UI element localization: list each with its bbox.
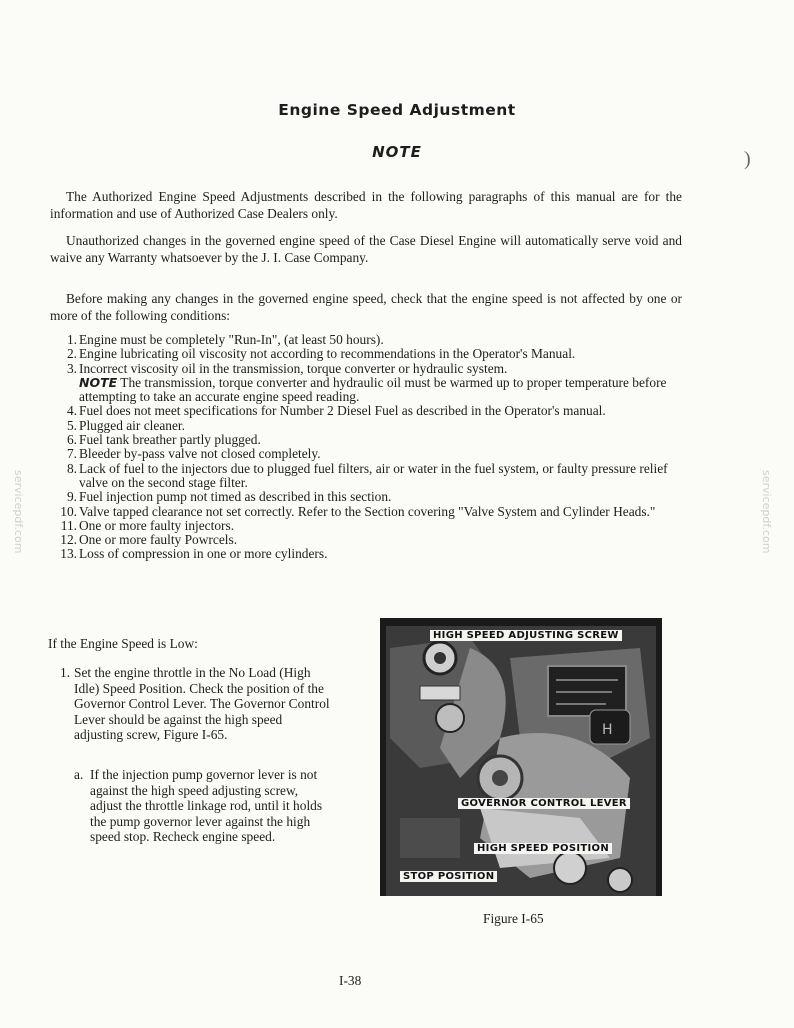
intro-paragraph-authorized: The Authorized Engine Speed Adjustments described in the following paragraphs of this manual are for the information and use of Authorized Case Dealers only. [50, 189, 682, 221]
list-item [50, 462, 682, 491]
callout-governor-control-lever: GOVERNOR CONTROL LEVER [458, 798, 630, 809]
list-item-text: Valve tapped clearance not set correctly. Refer to the Section covering "Valve System and Cylinder Heads." [79, 503, 656, 519]
list-item [50, 362, 682, 405]
list-item-text: Loss of compression in one or more cylinders. [79, 546, 328, 562]
callout-high-speed-adjusting-screw: HIGH SPEED ADJUSTING SCREW [430, 630, 622, 641]
list-item-number: 7. [66, 446, 77, 462]
step-a-letter: a. [74, 767, 84, 782]
list-item [50, 347, 682, 361]
list-item-text: One or more faulty Powrcels. [79, 532, 238, 548]
intro-paragraph-unauthorized: Unauthorized changes in the governed engine speed of the Case Diesel Engine will automatically serve void and waive any Warranty whatsoever by the J. I. Case Company. [50, 233, 682, 265]
figure-governor-photo [380, 618, 662, 908]
list-item-number: 3. [66, 360, 77, 376]
list-item-number: 9. [66, 489, 77, 505]
list-item [50, 404, 682, 418]
margin-bracket: ) [744, 148, 751, 170]
step-1-number: 1. [60, 665, 71, 680]
list-item [50, 447, 682, 461]
note-heading: NOTE [372, 143, 422, 161]
figure-caption: Figure I-65 [483, 911, 544, 926]
list-item [50, 533, 682, 547]
inline-note-text: The transmission, torque converter and hydraulic oil must be warmed up to proper temperature before attempting to take an accurate engine speed reading. [79, 374, 667, 405]
list-item [50, 547, 682, 561]
list-item [50, 433, 682, 447]
page-number: I-38 [339, 973, 362, 988]
list-item-number: 2. [66, 346, 77, 362]
list-item-number: 6. [66, 432, 77, 448]
watermark-left: servicepdf.com [12, 470, 25, 554]
step-a-text: If the injection pump governor lever is not against the high speed adjusting screw, adjust the throttle linkage rod, until it holds the pump governor lever against the high speed stop. Recheck engine speed. [90, 767, 323, 844]
callout-high-speed-position: HIGH SPEED POSITION [474, 843, 612, 854]
list-item-text: Lack of fuel to the injectors due to plugged fuel filters, air or water in the fuel system, or faulty pressure relief valve on the second stage filter. [79, 460, 668, 490]
list-item-text: Incorrect viscosity oil in the transmission, torque converter or hydraulic system. [79, 360, 508, 376]
list-item-text: Fuel does not meet specifications for Number 2 Diesel Fuel as described in the Operator's manual. [79, 403, 606, 419]
step-1-text: Set the engine throttle in the No Load (High Idle) Speed Position. Check the position of the Governor Control Lever. The Governor Control Lever should be against the high speed adjusting screw, Figure I-65. [74, 665, 330, 742]
list-item-text: Bleeder by-pass valve not closed completely. [79, 446, 321, 462]
list-item-text: Engine lubricating oil viscosity not according to recommendations in the Operator's Manual. [79, 346, 576, 362]
svg-text:H: H [602, 722, 613, 738]
intro-paragraph-conditions: Before making any changes in the governed engine speed, check that the engine speed is not affected by one or more of the following conditions: [50, 291, 682, 323]
list-item-text: One or more faulty injectors. [79, 517, 235, 533]
list-item-text: Plugged air cleaner. [79, 417, 185, 433]
page-title: Engine Speed Adjustment [278, 101, 516, 119]
list-item-number: 13. [60, 546, 77, 562]
engine-governor-photo [380, 618, 662, 908]
list-item-text: Engine must be completely "Run-In", (at least 50 hours). [79, 332, 384, 347]
list-item-number: 1. [66, 332, 77, 347]
list-item [50, 490, 682, 504]
inline-note-label: NOTE [79, 374, 118, 390]
step-1 [60, 665, 332, 743]
list-item-number: 4. [66, 403, 77, 419]
list-item [50, 333, 682, 347]
list-item-number: 12. [60, 532, 77, 548]
conditions-list [50, 333, 682, 562]
watermark-right: servicepdf.com [760, 470, 773, 554]
list-item [50, 505, 682, 519]
low-speed-heading: If the Engine Speed is Low: [48, 636, 198, 651]
list-item-text: Fuel tank breather partly plugged. [79, 432, 261, 448]
step-a [74, 767, 332, 845]
list-item [50, 419, 682, 433]
callout-stop-position: STOP POSITION [400, 871, 497, 882]
list-item [50, 519, 682, 533]
list-item-text: Fuel injection pump not timed as described in this section. [79, 489, 392, 505]
list-item-number: 10. [60, 503, 77, 519]
list-item-number: 8. [66, 460, 77, 476]
list-item-number: 5. [66, 417, 77, 433]
list-item-number: 11. [60, 517, 77, 533]
